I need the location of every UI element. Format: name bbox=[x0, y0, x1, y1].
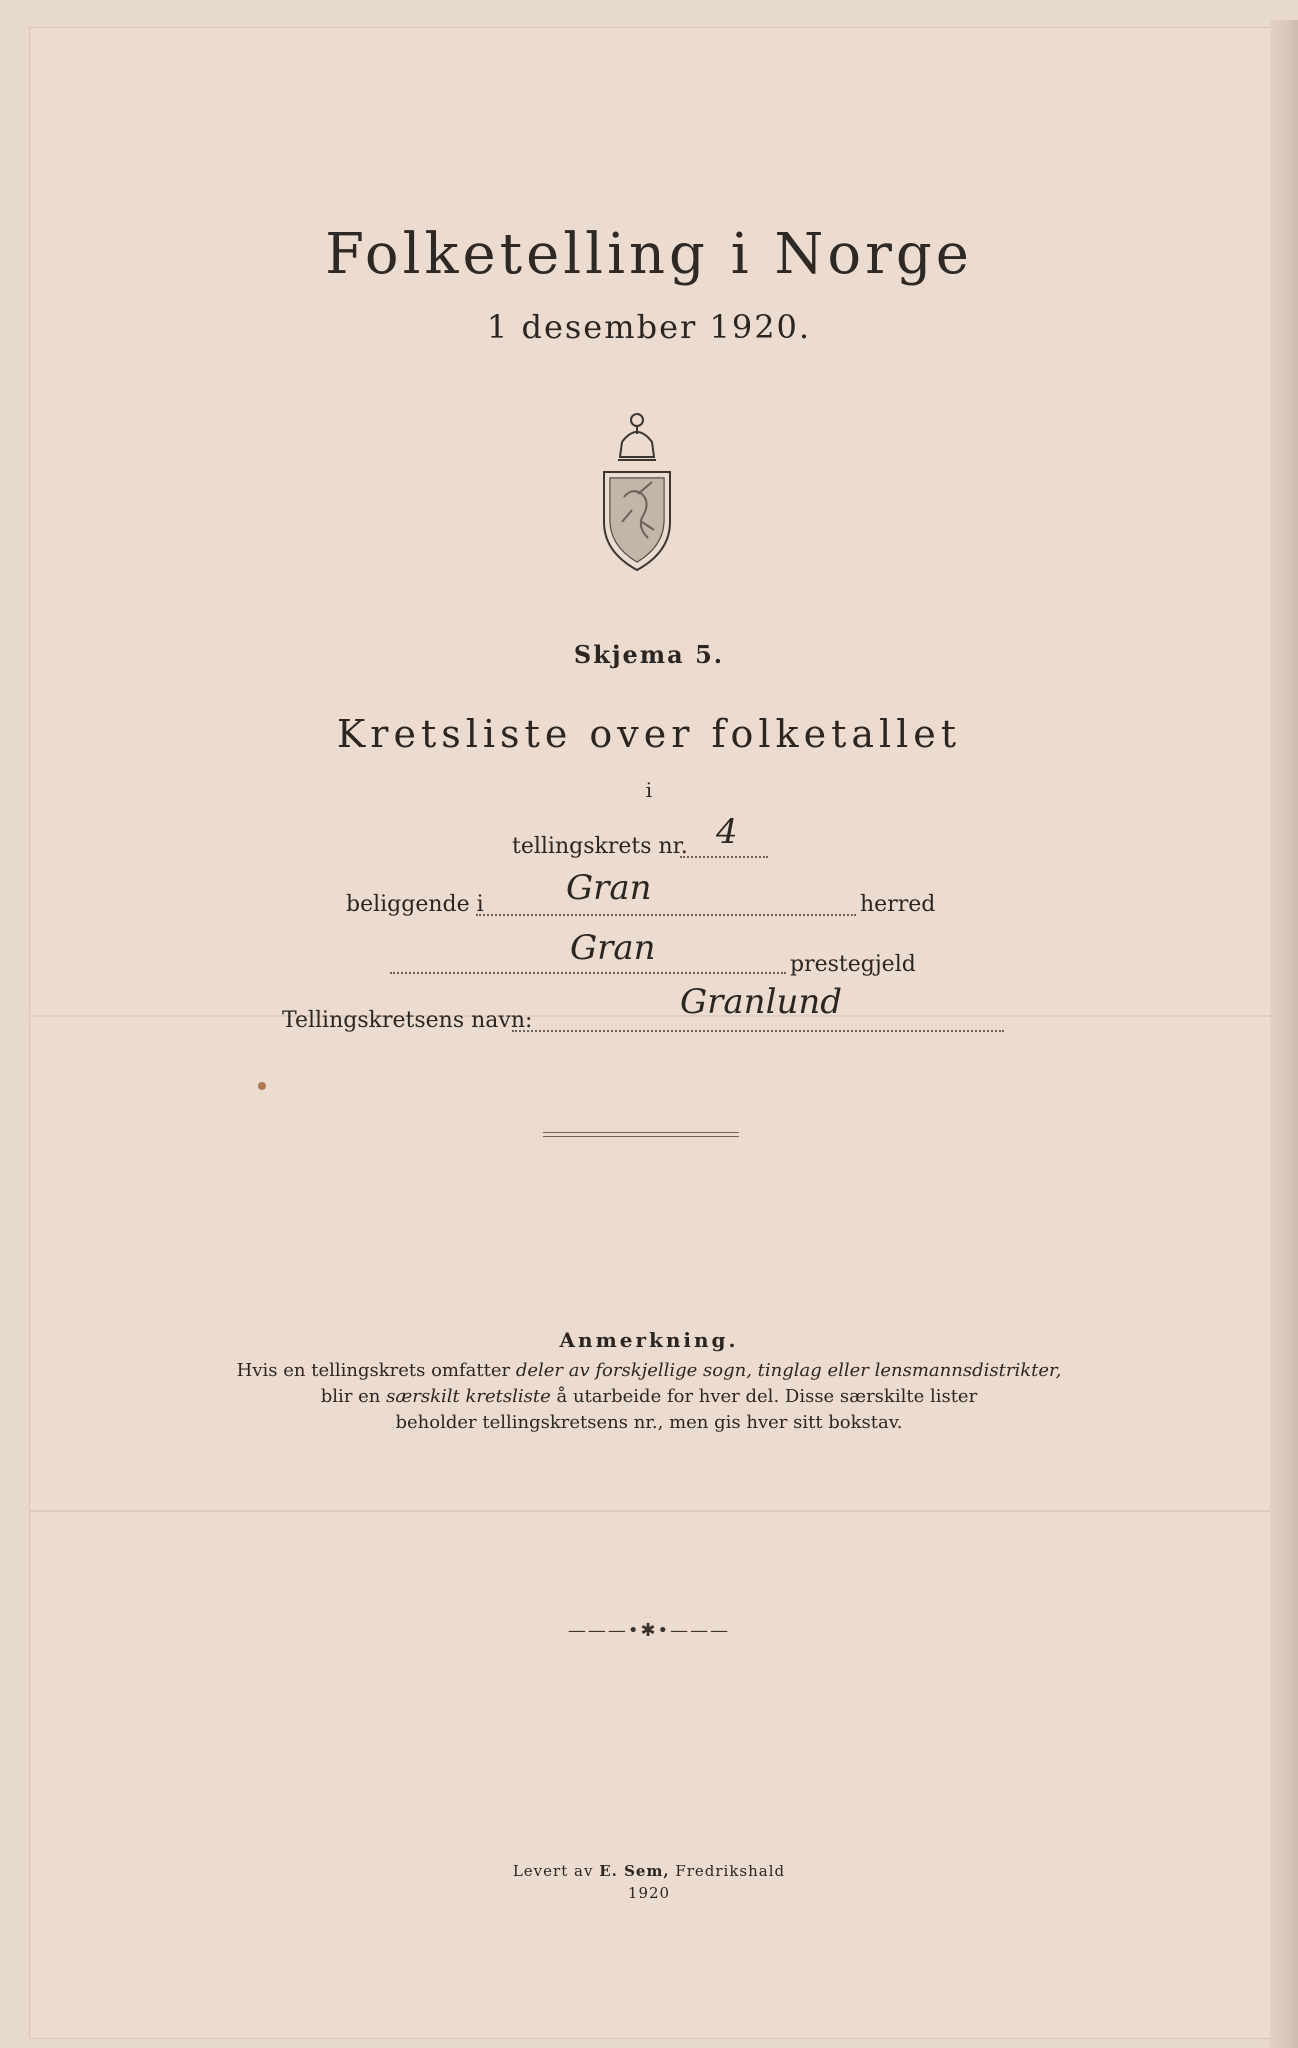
note-text: å utarbeide for hver del. Disse særskilte lister bbox=[550, 1386, 978, 1407]
kretsnavn-line bbox=[512, 1030, 1004, 1032]
prestegjeld-label: prestegjeld bbox=[790, 952, 916, 977]
note-emphasis: særskilt kretsliste bbox=[386, 1386, 551, 1407]
beliggende-label: beliggende i bbox=[346, 892, 484, 917]
schema-number: Skjema 5. bbox=[573, 640, 725, 669]
norwegian-coat-of-arms-icon bbox=[592, 402, 682, 572]
note-text: Hvis en tellingskrets omfatter bbox=[236, 1360, 516, 1381]
tellingskrets-line bbox=[680, 856, 768, 858]
kretsnavn-label: Tellingskretsens navn: bbox=[282, 1008, 533, 1033]
printer-name: E. Sem, bbox=[599, 1862, 670, 1880]
kretsnavn-value: Granlund bbox=[680, 982, 843, 1022]
document-subtitle: Kretsliste over folketallet bbox=[336, 712, 962, 756]
separator-rule bbox=[543, 1132, 739, 1133]
preposition-i: i bbox=[645, 778, 653, 802]
printer-text: Levert av bbox=[512, 1862, 600, 1880]
printer-place: Fredrikshald bbox=[669, 1862, 786, 1880]
note-line-1 bbox=[0, 1358, 1298, 1384]
ornament-divider: ———•✱•——— bbox=[567, 1620, 731, 1641]
fold-line bbox=[30, 1015, 1270, 1017]
document-title: Folketelling i Norge bbox=[325, 222, 973, 287]
beliggende-line bbox=[476, 914, 856, 916]
note-line-2 bbox=[0, 1384, 1298, 1410]
separator-rule bbox=[543, 1136, 739, 1137]
prestegjeld-value: Gran bbox=[570, 928, 656, 968]
prestegjeld-line bbox=[390, 972, 786, 974]
document-date: 1 desember 1920. bbox=[486, 308, 812, 346]
printer-line-1 bbox=[0, 1860, 1298, 1882]
tellingskrets-label: tellingskrets nr. bbox=[512, 834, 688, 859]
note-emphasis: deler av forskjellige sogn, tinglag eller lensmannsdistrikter, bbox=[515, 1360, 1062, 1381]
fold-line bbox=[30, 1510, 1270, 1512]
beliggende-value: Gran bbox=[566, 868, 652, 908]
ink-spot bbox=[258, 1082, 266, 1090]
herred-label: herred bbox=[860, 892, 936, 917]
note-text: blir en bbox=[320, 1386, 387, 1407]
printer-year: 1920 bbox=[627, 1884, 671, 1902]
note-line-3: beholder tellingskretsens nr., men gis hver sitt bokstav. bbox=[395, 1412, 903, 1433]
note-heading: Anmerkning. bbox=[559, 1328, 739, 1352]
tellingskrets-value: 4 bbox=[716, 812, 738, 852]
